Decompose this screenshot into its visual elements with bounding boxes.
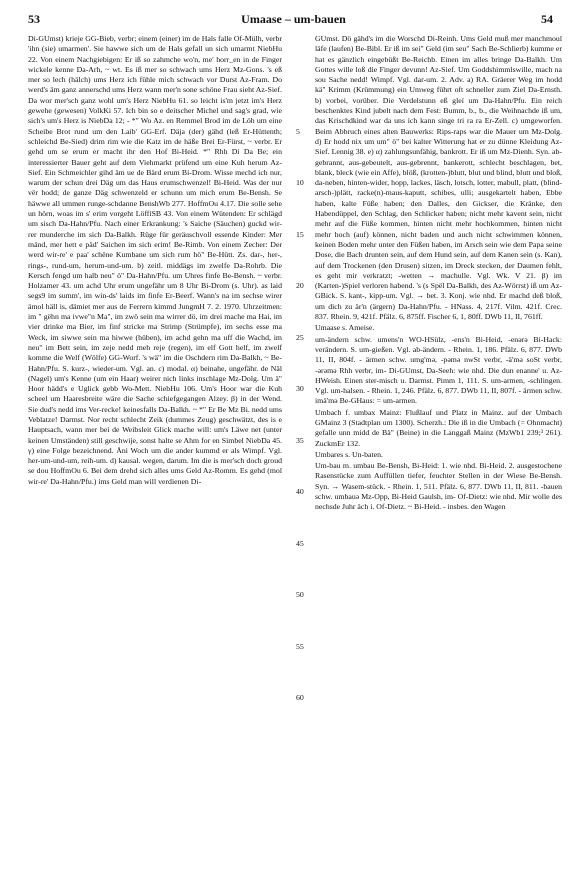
entry-umaase: Umaase s. Ameise. [315, 323, 375, 333]
entry-umbach: Umbach f. umbax Mainz: Flußlauf und Platz in Mainz. auf der Umbach GMainz 3 (Stadtplan um 1300). Scherzh.: Die iß in die Umbach (= Ohnmacht) gefalle unn midd de Bä" (Beine) in die Langgaß Mainz (MzWb1 239;³ 261). ZuckmEr 132. [315, 407, 562, 448]
line-number: 40 [296, 487, 304, 496]
line-number: 50 [296, 590, 304, 599]
line-number: 45 [296, 539, 304, 548]
line-number: 20 [296, 281, 304, 290]
line-number: 30 [296, 384, 304, 393]
line-number: 35 [296, 436, 304, 445]
right-column [315, 34, 562, 871]
entry-um-aendern: um-ändern schw. umens'n WO-HSülz, -ens'n Bi-Heid, -enərə Bi-Hack: verändern. S. um-gießen. Vgl. ab-ändern. - Rhein. 1, 186. Pfälz. 6, 877. DWb 11, II, 804f. - ärmen schw. umg'mə, -pəmə nwSt verbr, -ä'mə soSt verbr, -ərəmə Rhh verbr, im- Di-GUmst, Da-Seeh: wie nhd. Die dun enanne' u. Az-HWeish. Einen ster-misch u. Darmst. Pimm 1, 111. S. um-armen, -schlingen. Vgl. um-halsen. - Rhein. 1, 246. Pfälz. 6, 877. DWb 11, II, 807f. - ärmen schw. imä'mə Be-GHaus: = um-armen. [315, 334, 562, 406]
entry-text: Di-GUmst) krieje GG-Bieb, verbr; einem (einer) im de Hals falle Of-Mülh, verbr 'ihn (sie) umarmen'. Sie hawwe sich um de Hals gefall un sich umarmt NiebHu 22. Von einem Nachgiebigen: Er iß so zahmche wo'n, me' horr_en in de Finger wickele kenne Da-Arh, ~ wt. Es iß mer so schwach ums Herz Mz-Gons. 's eß mer so lech (hälch) ums Herz ich fühle mich schwach vor Durst Az-Fram. Do werd's äm ganz annerschd ums Herz wann mer'n sone schöne Frau sieht Az-Sief. Da wor mer'sch ganz wohl um's Herz NiebHu 61. so leicht is'm jetzt im's Herz gewehe (gewesen) VolkKi 57. Ich bin so e deitscher Michel und sag's grad, wie sich's um's Herz is NiebDa 12; - *" Wo Az. en Remmel Brod im de Löh um eine Scheibe Brot rund um den Laib' GG-Erf. Däja (der) gähd (leß Er-Hüttenth; schleichd Be-Sied) drim rim wie die Katz im de häße Brei Er-Fürst, ~ verbr. Er gehd um se erum er macht ihr den Hof Bi-Heid. *" Rhh Di Da Be; ein interessierter Bauer geht auf dem Viehmarkt prüfend um eine Kuh herum Az-Sief. Ein Schmeichler gihd äm ue de Bärd erum Bi-Drom. Wisse mechd ich nur, warum der schun drei Däg um das Haus erumschwenzel! Bi-Heid. Was der nur vër hodd; de ganze Däg schwenzeld er schunn um mich erum Be-Bensh. Se häwwe all ummen runge-schdanne BenshWb 277. HoffmOu 4.17. Die solle sehe un hörn, woas im s' erim vorgeht LöffiSB 43. Von einem Wütenden: Er schlägd um sisch Da-Hahn/Pfu. Nach einer Erkrankung: 's Saiche (Säuchen) guckd wir-rer munderche im sich Da-Balkh. Rüge für geräuschvoll essende Kinder: Mer mänd, mer hett e päd' Saichen im sich erim! Be-Rimb. Von einem Zecher: Der werd wir-re' e paa' schëne Kumbane um sich rum hö" Be-Hütt. Zs. dar-, her-, rings-, rund-um, herum-und-um. b) zeitl. middägs im zwelfe Da-Rohrb. Die Kersch fengd um halb neu" ö" Da-Hahn/Pfu. um Uhres finfe Be-Bensh. ~ verbr. Holzamer 43. um achd Uhr erum ungefähr um 8 Uhr Bi-Drom (s. Uhr). as laid segs9 im summ', im win-ds' laids im finfe Er-Beerf. Wann's na im sechse wirer ämol häll is, dämiet mer aus de Ferrern kimmd JungmH 7. 2. 1970. Uhrzeitmen: im " gëhn ma ivwe"n Ma", im zwö sein ma wirrer dö, im drei mache ma Hai, im vier drinke ma Bier, im finf stricke ma Strimp (Strümpfe), im sechs esse ma Weck, im siwwe sein ma hiwwe (hüben), im achd gehn ma uff die Wachd, im neu" im Bett sein, im zeje nedd meh reje (regen), im elf Gott helf, im zwelf komme die Welf (Wölfe) GG-Worf. 's wä" im die Oschdern rim Da-Balkh, ~ Be-Hahn/Pfu. S. kurz-, wieder-um. Vgl. an. c) modal. α) beinahe, ungefähr. de Näl (Nagel) um's Kenne (um ein Haar) weirer nich links inschlage Mz-Dolg. Um ä" Hoor hädd's e Uglick gebb Wo-Mett. NiebHu 106. Um's Hoor war die Kuh scheel um Haaresbreite wäre die Sache schiefgegangen Alzey. β) in der Wend. Sie dud's nedd ims Ver-recke! keinesfalls Da-Balkh. ~ *" Er Be Mz Bi. nedd ums Veblatze! Darmst. Nor recht schlecht Zeik (dummes Zeug) geschwätzt, des is e Hauptsach, wann mer bei de Weibsleit Glick mache will: um's Läwe net (unter keinen Umständen) still geschwije, sonst halte se Ahm for en Simbel NiebDa 45. γ) eine Folge bezeichnend. Äni Woch um die ander kummd er als Wimpf. Vgl. her-um-und-um, reih-um. d) kausal. wegen, darum. Im die is mer'sch doch groud se dou HoffmOu 6. Bei dem drehd sich alles ums Geld Az-Romm. Es gehd (mol wir-re' Da-Hahn/Pfu.) ims Geld man will verdienen Di- [28, 34, 282, 486]
page-number-right: 54 [541, 12, 553, 26]
entry-um-bau: Um-bau m. umbau Be-Bensh, Bi-Heid: 1. wie nhd. Bi-Heid. 2. ausgestochene Rasenstücke zum Auffüllen tiefer, feuchter Stellen in der Wiese Be-Bensh. Syn. → Wasem-stück. - Rhein. 1, 511. Pfälz. 6, 877. DWb 11, II, 811. -bauen schw. umbauə Mz-Opp, Bi-Heid Gaulsh, im- Of-Dietz: wie nhd. Mir wolle des nechsde Juhr äch i. Of-Dietz. ~ Bi-Heid. - insbes. den Wagen [315, 461, 562, 512]
line-number: 55 [296, 642, 304, 651]
page-header [0, 12, 587, 28]
entry-text: GUmst. Dö gähd's im die Worschd Di-Reinh. Ums Geld muß mer manchmoul läfe (laufen) Be-Bibl. Er iß im sei" Geld (im seu" Sach Be-Schlierb) kumme er hat es gänzlich eingebüßt Be-Reichb. Einen im alles bringe Da-Balkh. Um Gottes wille loß die Finger devunn! Az-Sief. Um Goddshimmlswille, mach na sou Sache nedd! Wimpf. Vgl. dar-um. 2. Adv. a) RA. Gräerer Weg im hodd kä" Krimm (Krümmung) ein Umweg führt oft schneller zum Ziel Da-Ernsth. b) vorbei, vorüber. Die Verdelstunn eß gleí um Da-Hahn/Pfu. Ein reich beschenktes Kind jubelt nach dem Fest: Bumm, b., b., die Weihnachde iß um, das Krischdkind war da uns ich kann singe tri ra ra Er-Zell. c) umgeworfen. Beim Abbruch eines alten Bauwerks: Rips-raps war die Mauer um Mz-Dolg. d) Er hodd nix um um" ö" bei kalter Witterung hat er zu dünne Kleidung Az-Sief. Lennig 38. e) α) zahlungsunfähig, bankrott. Er iß um Mz-Dienh. Syn. ab-gebrannt, aus-gebeutelt, aus-gebrennt, bankerott, schlecht beschlagen, bet, blank, bleck (wie ein Affe), blöß, (krotten-)blutt, blut und blind, blutt und bloß, da-neben, hinten-wider, hopp, lackes, läsch, lotsch, lotter, mabull, platt, (blind-arsch-)plätt, racke(n)-maus-kaputt, schibes, ulli; ausgekartelt haben, Ebbe haben, kalte Füße haben; den Dalles, den Gickser, die Kränke, den Habendüppel, den Schlag, den Schlicker haben; nicht mehr kavent sein, nicht mehr auf die Füße kommen, hinten nicht mehr hochkommen, hinten nicht mehr hoch (auf) können, nicht baden und auch nicht schwimmen können, keinen Boden mehr unter den Füßen haben, im Arsch sein wie dem Papa seine Dose, die Bach drunten sein, auf dem Hund sein, auf dem Kanen sein (s. Kan), auf dem Trockenen (den Drusen) sitzen, im Dreck stecken, der Daumen fehlt, es geht mir verkratzt; -wetten → machulle. Vgl. Wk. V 21. β) im (Karten-)Spiel verloren habend. 's (s Spël Da-Balkh, des Az-Wörrst) iß um Az-GBick. S. kant-, kipp-um. Vgl. → bet. 3. Konj. wie nhd. Er machd deß bloß, um dich zu är'n (ärgern) Da-Hahn/Pfu. - HNass. 4, 217f. Vilm. 421f. Crec. 837. Rhein. 9, 421f. Pfälz. 6, 875ff. Fischer 6, 1, 80ff. DWb 11, II, 761ff. [315, 34, 562, 322]
line-number: 25 [296, 333, 304, 342]
line-number: 15 [296, 230, 304, 239]
page-header-title: Umaase – um-bauen [241, 12, 346, 26]
line-number: 60 [296, 693, 304, 702]
line-number: 5 [296, 127, 300, 136]
left-column [28, 34, 282, 871]
entry-umbares: Umbares s. Un-baten. [315, 449, 383, 459]
line-number: 10 [296, 178, 304, 187]
page-number-left: 53 [28, 12, 40, 26]
